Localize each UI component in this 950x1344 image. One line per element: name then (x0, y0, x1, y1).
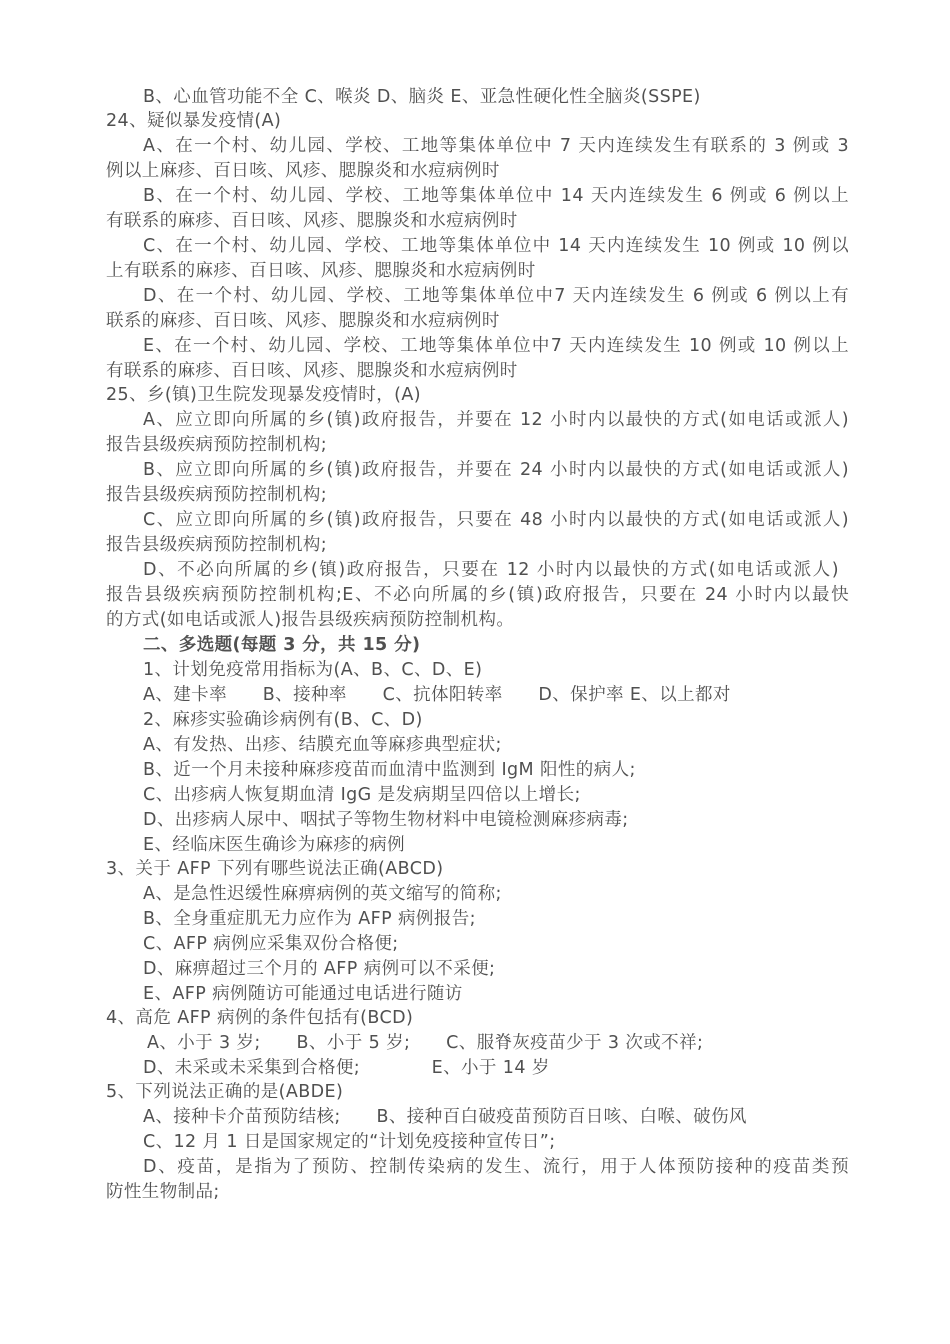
text-line: A、建卡率 B、接种率 C、抗体阳转率 D、保护率 E、以上都对 (143, 685, 731, 705)
text-line: A、有发热、出疹、结膜充血等麻疹典型症状; (143, 735, 502, 755)
text-line: B、应立即向所属的乡(镇)政府报告，并要在 24 小时内以最快的方式(如电话或派人) (143, 460, 849, 480)
text-line: D、不必向所属的乡(镇)政府报告，只要在 12 小时内以最快的方式(如电话或派人) (143, 560, 839, 580)
text-line: 的方式(如电话或派人)报告县级疾病预防控制机构。 (106, 610, 515, 630)
text-line: E、在一个村、幼儿园、学校、工地等集体单位中7 天内连续发生 10 例或 10 例以上 (143, 336, 849, 356)
section-heading: 二、多选题(每题 3 分，共 15 分) (143, 635, 421, 655)
text-line: D、在一个村、幼儿园、学校、工地等集体单位中7 天内连续发生 6 例或 6 例以上有 (143, 286, 849, 306)
text-line: C、12 月 1 日是国家规定的“计划免疫接种宣传日”; (143, 1132, 556, 1152)
text-line: B、全身重症肌无力应作为 AFP 病例报告; (143, 909, 476, 929)
text-line: C、应立即向所属的乡(镇)政府报告，只要在 48 小时内以最快的方式(如电话或派人) (143, 510, 849, 530)
text-line: D、麻痹超过三个月的 AFP 病例可以不采便; (143, 959, 496, 979)
text-line: D、出疹病人尿中、咽拭子等物生物材料中电镜检测麻疹病毒; (143, 810, 629, 830)
text-line: 报告县级疾病预防控制机构; (106, 535, 328, 555)
text-line: 联系的麻疹、百日咳、风疹、腮腺炎和水痘病例时 (106, 311, 500, 331)
text-line: 上有联系的麻疹、百日咳、风疹、腮腺炎和水痘病例时 (106, 261, 536, 281)
question-heading: 2、麻疹实验确诊病例有(B、C、D) (143, 710, 423, 730)
text-line: D、未采或未采集到合格便; E、小于 14 岁 (143, 1058, 550, 1078)
text-line: E、经临床医生确诊为麻疹的病例 (143, 835, 406, 855)
text-line: A、接种卡介苗预防结核; B、接种百白破疫苗预防百日咳、白喉、破伤风 (143, 1107, 747, 1127)
text-line: 有联系的麻疹、百日咳、风疹、腮腺炎和水痘病例时 (106, 211, 518, 231)
question-heading: 5、下列说法正确的是(ABDE) (106, 1082, 344, 1102)
text-line: A、是急性迟缓性麻痹病例的英文缩写的简称; (143, 884, 502, 904)
text-line: B、在一个村、幼儿园、学校、工地等集体单位中 14 天内连续发生 6 例或 6 例以上 (143, 186, 849, 206)
text-line: C、AFP 病例应采集双份合格便; (143, 934, 399, 954)
text-line: C、出疹病人恢复期血清 IgG 是发病期呈四倍以上增长; (143, 785, 581, 805)
text-line: 例以上麻疹、百日咳、风疹、腮腺炎和水痘病例时 (106, 161, 500, 181)
question-heading: 25、乡(镇)卫生院发现暴发疫情时，(A) (106, 385, 421, 405)
text-line: D、疫苗，是指为了预防、控制传染病的发生、流行，用于人体预防接种的疫苗类预 (143, 1157, 849, 1177)
text-line: 报告县级疾病预防控制机构; (106, 485, 328, 505)
text-line: A、在一个村、幼儿园、学校、工地等集体单位中 7 天内连续发生有联系的 3 例或 3 (143, 136, 849, 156)
text-line: B、近一个月未接种麻疹疫苗而血清中监测到 IgM 阳性的病人; (143, 760, 636, 780)
question-heading: 4、高危 AFP 病例的条件包括有(BCD) (106, 1008, 414, 1028)
text-line: 有联系的麻疹、百日咳、风疹、腮腺炎和水痘病例时 (106, 361, 518, 381)
text-line: 报告县级疾病预防控制机构; (106, 435, 328, 455)
text-line: B、心血管功能不全 C、喉炎 D、脑炎 E、亚急性硬化性全脑炎(SSPE) (143, 87, 701, 107)
text-line: E、AFP 病例随访可能通过电话进行随访 (143, 984, 463, 1004)
text-line: A、应立即向所属的乡(镇)政府报告，并要在 12 小时内以最快的方式(如电话或派人) (143, 410, 849, 430)
question-heading: 1、计划免疫常用指标为(A、B、C、D、E) (143, 660, 483, 680)
text-line: C、在一个村、幼儿园、学校、工地等集体单位中 14 天内连续发生 10 例或 10 例以 (143, 236, 849, 256)
text-line: A、小于 3 岁; B、小于 5 岁; C、服脊灰疫苗少于 3 次或不祥; (147, 1033, 704, 1053)
question-heading: 3、关于 AFP 下列有哪些说法正确(ABCD) (106, 859, 444, 879)
text-line: 报告县级疾病预防控制机构;E、不必向所属的乡(镇)政府报告，只要在 24 小时内以最快 (106, 585, 849, 605)
question-heading: 24、疑似暴发疫情(A) (106, 111, 282, 131)
text-line: 防性生物制品; (106, 1182, 220, 1202)
